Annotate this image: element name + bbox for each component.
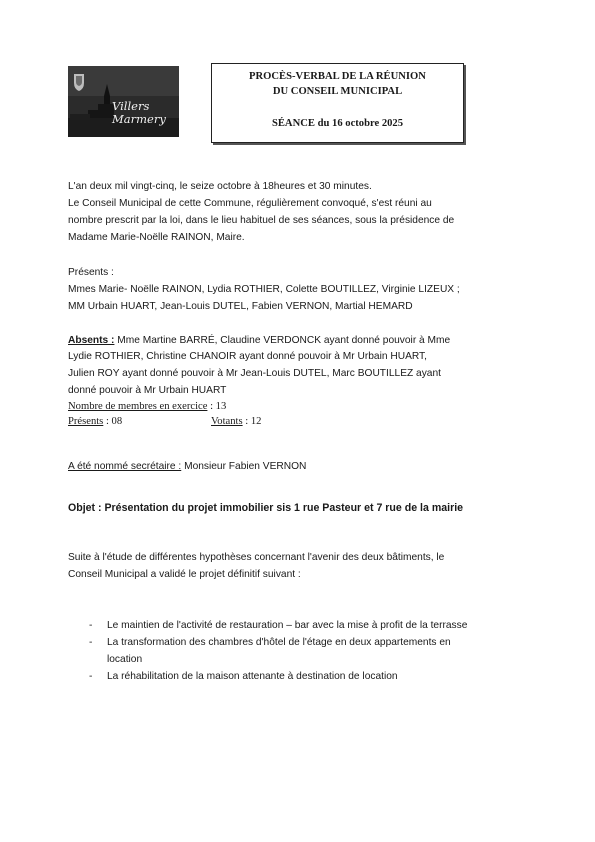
list-dash: - <box>89 637 93 648</box>
list-item-text: location <box>107 654 143 665</box>
absents-line: Lydie ROTHIER, Christine CHANOIR ayant donné pouvoir à Mr Urbain HUART, <box>68 351 427 362</box>
objet-heading: Objet : Présentation du projet immobilier sis 1 rue Pasteur et 7 rue de la mairie <box>68 502 464 514</box>
secretaire-row <box>68 461 306 472</box>
absents-line: Julien ROY ayant donné pouvoir à Mr Jean-Louis DUTEL, Marc BOUTILLEZ ayant <box>68 368 441 379</box>
intro-line: Madame Marie-Noëlle RAINON, Maire. <box>68 232 245 243</box>
absents-label: Absents : <box>68 335 115 346</box>
list-item-text: Le maintien de l'activité de restauration – bar avec la mise à profit de la terrasse <box>107 620 468 631</box>
votants-row <box>211 416 261 427</box>
intro-line: nombre prescrit par la loi, dans le lieu habituel de ses séances, sous la présidence de <box>68 215 455 226</box>
membres-label: Nombre de membres en exercice <box>68 401 208 412</box>
municipality-logo <box>68 66 179 137</box>
presents-line: MM Urbain HUART, Jean-Louis DUTEL, Fabien VERNON, Martial HEMARD <box>68 301 413 312</box>
document-title-line-1: PROCÈS-VERBAL DE LA RÉUNION <box>249 71 426 82</box>
absents-text: Mme Martine BARRÉ, Claudine VERDONCK ayant donné pouvoir à Mme <box>114 335 451 346</box>
presents-count-value: : 08 <box>103 416 123 427</box>
absents-line: donné pouvoir à Mr Urbain HUART <box>68 385 227 396</box>
membres-value: : 13 <box>207 401 227 412</box>
votants-value: : 12 <box>242 416 262 427</box>
logo-line-1: Villers <box>112 99 150 113</box>
document-title-line-2: DU CONSEIL MUNICIPAL <box>272 86 403 97</box>
seance-date: SÉANCE du 16 octobre 2025 <box>271 118 404 129</box>
absents-line-1 <box>68 335 450 346</box>
secretaire-label: A été nommé secrétaire : <box>68 461 182 472</box>
presents-line: Mmes Marie- Noëlle RAINON, Lydia ROTHIER, Colette BOUTILLEZ, Virginie LIZEUX ; <box>68 284 460 295</box>
body-line: Conseil Municipal a validé le projet définitif suivant : <box>68 569 301 580</box>
intro-line: Le Conseil Municipal de cette Commune, régulièrement convoqué, s'est réuni au <box>68 198 432 209</box>
secretaire-value: Monsieur Fabien VERNON <box>181 461 307 472</box>
membres-row <box>68 401 226 412</box>
presents-label: Présents : <box>68 267 114 278</box>
document-header <box>211 63 464 143</box>
list-item-text: La réhabilitation de la maison attenante à destination de location <box>107 671 398 682</box>
logo-line-2: Marmery <box>112 112 166 126</box>
presents-count-row <box>68 416 122 427</box>
logo-text <box>112 100 166 126</box>
intro-line: L'an deux mil vingt-cinq, le seize octobre à 18heures et 30 minutes. <box>68 181 372 192</box>
list-item-text: La transformation des chambres d'hôtel de l'étage en deux appartements en <box>107 637 451 648</box>
list-dash: - <box>89 671 93 682</box>
list-dash: - <box>89 620 93 631</box>
votants-label: Votants <box>211 416 243 427</box>
presents-count-label: Présents <box>68 416 104 427</box>
body-line: Suite à l'étude de différentes hypothèses concernant l'avenir des deux bâtiments, le <box>68 552 445 563</box>
